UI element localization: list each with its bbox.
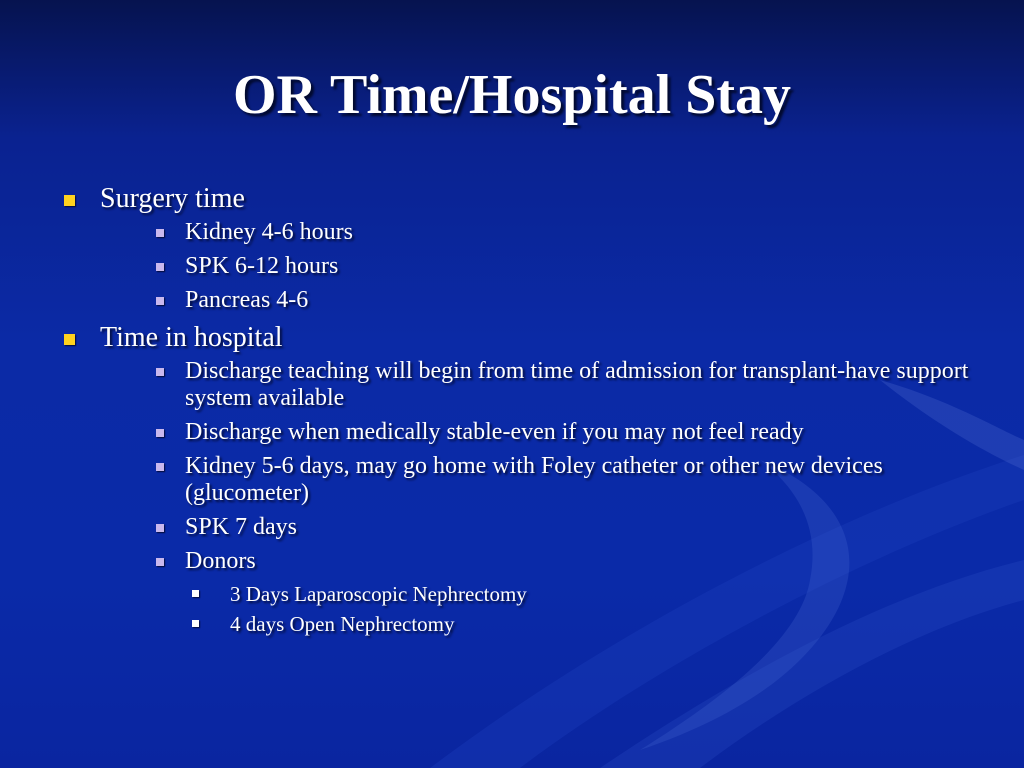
sub-bullet-item-donors: [100, 548, 980, 637]
sub-bullet-text: SPK 7 days: [185, 514, 298, 540]
bullet-text: Surgery time: [100, 183, 245, 214]
square-bullet-icon: [192, 590, 199, 597]
sub-bullet-text: Pancreas 4-6: [185, 287, 309, 313]
sub-bullet-item: [100, 219, 980, 246]
sub-bullet-item: [100, 419, 980, 446]
sub-bullet-text: Donors: [185, 548, 256, 574]
sub-bullet-list: [100, 219, 980, 314]
square-bullet-icon: [156, 229, 164, 237]
bullet-item-surgery-time: [60, 182, 980, 314]
bullet-text: Time in hospital: [100, 322, 283, 353]
sub-bullet-text: Discharge when medically stable-even if you may not feel ready: [185, 419, 804, 445]
square-bullet-icon: [156, 463, 164, 471]
bullet-item-time-in-hospital: [60, 321, 980, 637]
sub-sub-bullet-list: [146, 581, 980, 637]
sub-bullet-text: Discharge teaching will begin from time of admission for transplant-have support system available: [185, 358, 969, 411]
square-bullet-icon: [192, 620, 199, 627]
sub-bullet-text: Kidney 4-6 hours: [185, 219, 353, 245]
square-bullet-icon: [156, 297, 164, 305]
square-bullet-icon: [156, 524, 164, 532]
sub-bullet-item: [100, 453, 980, 507]
sub-sub-bullet-item: [146, 611, 980, 637]
square-bullet-icon: [64, 195, 75, 206]
sub-bullet-text: SPK 6-12 hours: [185, 253, 339, 279]
square-bullet-icon: [156, 263, 164, 271]
square-bullet-icon: [156, 368, 164, 376]
sub-bullet-item: [100, 253, 980, 280]
slide-content: [60, 180, 980, 644]
sub-bullet-item: [100, 287, 980, 314]
sub-sub-bullet-item: [146, 581, 980, 607]
sub-bullet-text: Kidney 5-6 days, may go home with Foley catheter or other new devices (glucometer): [185, 453, 883, 506]
sub-sub-bullet-text: 4 days Open Nephrectomy: [230, 612, 455, 636]
square-bullet-icon: [156, 429, 164, 437]
square-bullet-icon: [64, 334, 75, 345]
sub-bullet-list: [100, 358, 980, 637]
bullet-list: [60, 182, 980, 637]
square-bullet-icon: [156, 558, 164, 566]
slide-title: OR Time/Hospital Stay: [232, 64, 791, 126]
sub-sub-bullet-text: 3 Days Laparoscopic Nephrectomy: [230, 582, 527, 606]
sub-bullet-item: [100, 514, 980, 541]
sub-bullet-item: [100, 358, 980, 412]
